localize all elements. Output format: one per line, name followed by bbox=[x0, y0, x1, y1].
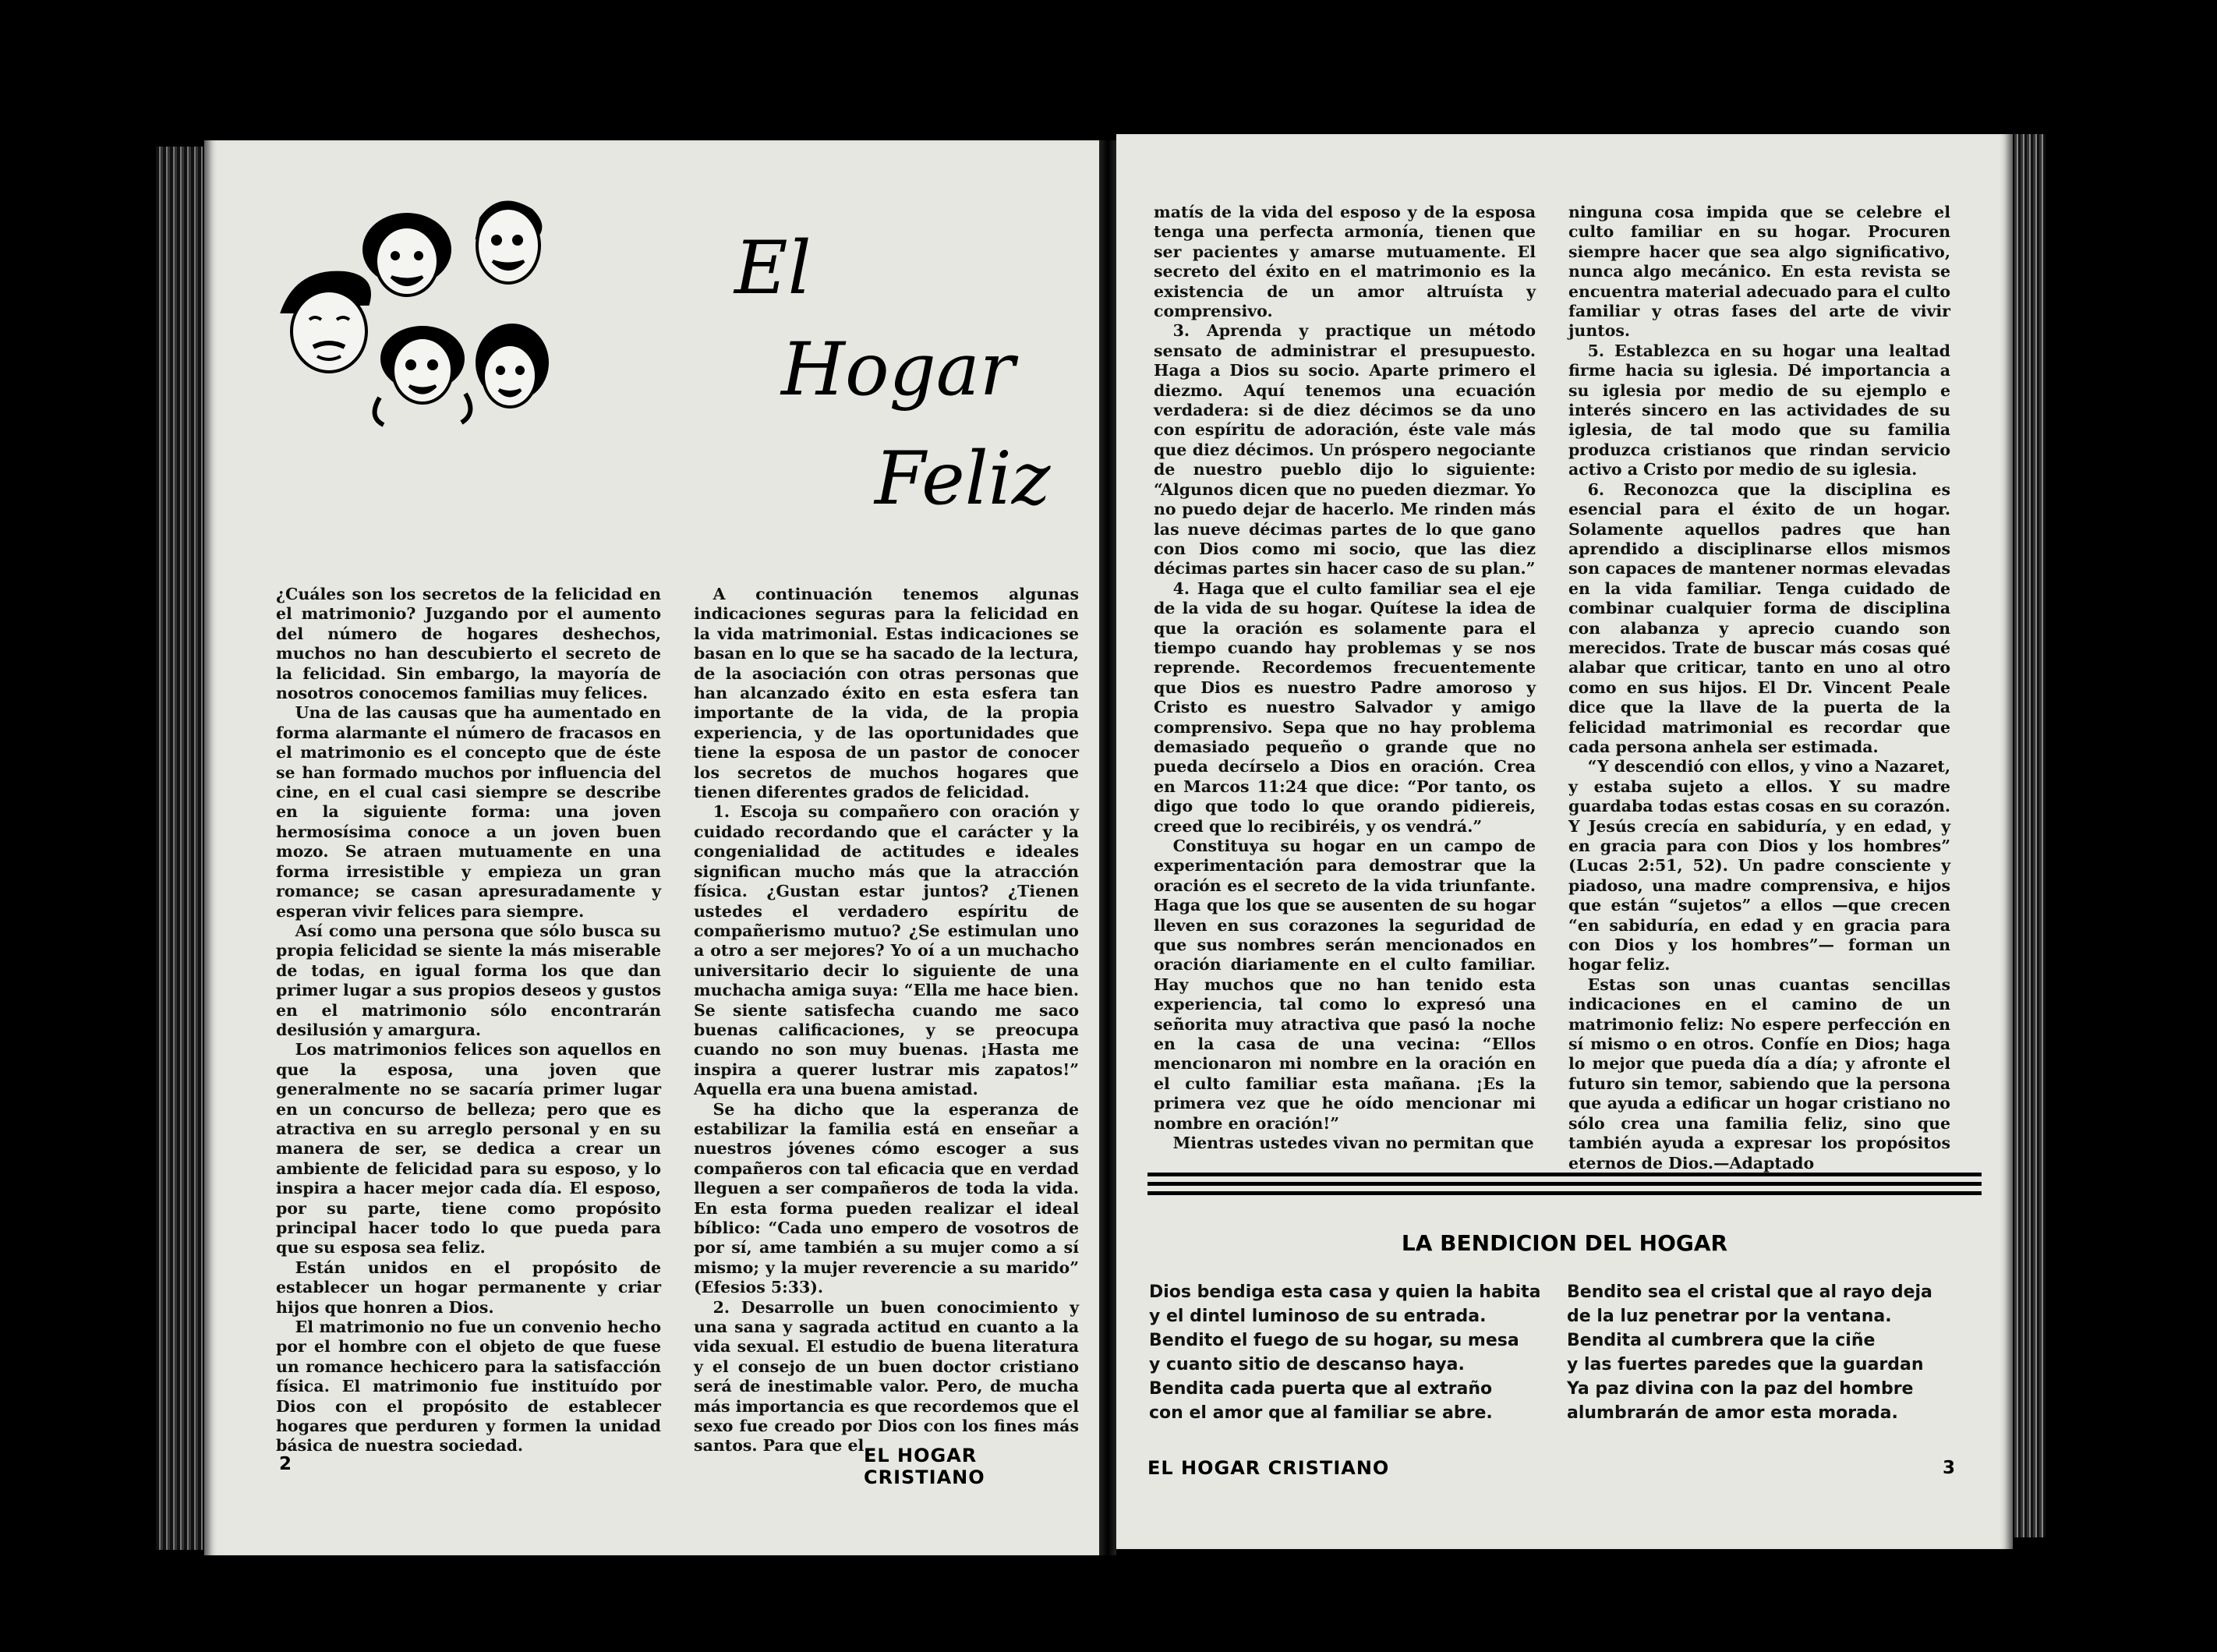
divider-rule bbox=[1147, 1173, 1982, 1176]
paragraph: matís de la vida del esposo y de la esposa tenga una perfecta armonía, tienen que ser pacientes y amarse mutuamente. El secreto del éxito en el matrimonio es la existencia de un amor altruísta y comprensivo. bbox=[1154, 203, 1536, 321]
paragraph: Así como una persona que sólo busca su propia felicidad se siente la más miserable de todas, en igual forma los que dan primer lugar a sus propios deseos y gustos en el matrimonio sólo encontrarán desilusión y amargura. bbox=[276, 921, 661, 1039]
poem-stanza-right bbox=[1567, 1280, 1932, 1425]
paragraph: Constituya su hogar en un campo de experimentación para demostrar que la oración es el secreto de la vida triunfante. Haga que los que se ausenten de su hogar lleven en sus corazones la seguridad de que sus nombres serán mencionados en oración diariamente en el culto familiar. Hay muchos que no han tenido esta experiencia, tal como lo expresó una señorita muy atractiva que pasó la noche en la casa de una vecina: “Ellos mencionaron mi nombre en la oración en el culto familiar esta mañana. ¡Es la primera vez que he oído mencionar mi nombre en oración!” bbox=[1154, 837, 1536, 1133]
mother-face bbox=[364, 214, 450, 295]
poem-line: y cuanto sitio de descanso haya. bbox=[1149, 1355, 1465, 1374]
page-number: 3 bbox=[1943, 1458, 1956, 1478]
poem-line: de la luz penetrar por la ventana. bbox=[1567, 1307, 1892, 1326]
paragraph: Se ha dicho que la esperanza de estabilizar la familia está en enseñar a nuestros jóvenes cómo escoger a sus compañeros con tal eficacia que en verdad lleguen a ser compañeros de toda la vida. En esta forma pueden realizar el ideal bíblico: “Cada uno empero de vosotros de por sí, ame también a su mujer como a sí mismo; y la mujer reverencie a su marido” (Efesios 5:33). bbox=[694, 1099, 1079, 1297]
book-edge-left bbox=[156, 147, 203, 1550]
paragraph: 4. Haga que el culto familiar sea el eje de la vida de su hogar. Quítese la idea de que la oración es solamente para el tiempo cuando hay problemas y se nos reprende. Recordemos frecuentemente que Dios es nuestro Padre amoroso y Cristo es nuestro Salvador y amigo comprensivo. Sepa que no hay problema demasiado pequeño o grande que no pueda decírselo a Dios en oración. Crea en Marcos 11:24 que dice: “Por tanto, os digo que todo lo que orando pidiereis, creed que lo recibiréis, y os vendrá.” bbox=[1154, 578, 1536, 836]
poem-line: Ya paz divina con la paz del hombre bbox=[1567, 1379, 1914, 1399]
poem-line: con el amor que al familiar se abre. bbox=[1149, 1403, 1493, 1423]
divider-rule bbox=[1147, 1182, 1982, 1186]
book-gutter bbox=[1099, 140, 1116, 1555]
girl-face bbox=[477, 325, 547, 407]
article-column-3 bbox=[1154, 203, 1536, 1154]
title-word-feliz: Feliz bbox=[875, 437, 1051, 522]
magazine-name: EL HOGAR CRISTIANO bbox=[1147, 1457, 1390, 1479]
father-face bbox=[282, 273, 370, 372]
son-face bbox=[477, 203, 540, 283]
daughter-face bbox=[375, 327, 471, 425]
paragraph: Mientras ustedes vivan no permitan que bbox=[1172, 1134, 1534, 1153]
paragraph: “Y descendió con ellos, y vino a Nazaret, y estaba sujeto a ellos. Y su madre guardaba todas estas cosas en su corazón. Y Jesús crecía en sabiduría, y en edad, y en gracia para con Dios y los hombres” (Lucas 2:51, 52). Un padre consciente y piadoso, una madre comprensiva, e hijos que están “sujetos” a ellos —que crecen “en sabiduría, en edad y en gracia para con Dios y los hombres”— forman un hogar feliz. bbox=[1568, 757, 1950, 975]
title-word-el: El bbox=[734, 226, 811, 311]
paragraph: Están unidos en el propósito de establecer un hogar permanente y criar hijos que honren a Dios. bbox=[276, 1258, 661, 1317]
poem-line: y el dintel luminoso de su entrada. bbox=[1149, 1307, 1487, 1326]
paragraph: ninguna cosa impida que se celebre el culto familiar en su hogar. Procuren siempre hacer que sea algo significativo, nunca algo mecánico. En esta revista se encuentra material adecuado para el culto familiar y otras fases del arte de vivir juntos. bbox=[1568, 203, 1950, 341]
paragraph: 3. Aprenda y practique un método sensato de administrar el presupuesto. Haga a Dios su socio. Aparte primero el diezmo. Aquí tenemos una ecuación verdadera: si de diez décimos se da uno con espíritu de adoración, éste vale más que diez décimos. Un próspero negociante de nuestro pueblo dijo lo siguiente: “Algunos dicen que no pueden diezmar. Yo no puedo dejar de hacerlo. Me rinden más las nueve décimas partes de lo que gano con Dios como mi socio, que las diez décimas partes sin hacer caso de su plan.” bbox=[1154, 321, 1536, 578]
article-column-2 bbox=[694, 585, 1079, 1456]
paragraph: 6. Reconozca que la disciplina es esencial para el éxito de un hogar. Solamente aquellos padres que han aprendido a disciplinarse ellos mismos son capaces de mantener normas elevadas en la vida familiar. Tenga cuidado de combinar cualquier forma de disciplina con alabanza y aprecio cuando son merecidos. Trate de buscar más cosas qué alabar que criticar, tanto en uno al otro como en sus hijos. El Dr. Vincent Peale dice que la llave de la puerta de la felicidad matrimonial es recordar que cada persona anhela ser estimada. bbox=[1568, 479, 1950, 756]
paragraph: Estas son unas cuantas sencillas indicaciones en el camino de un matrimonio feliz: No espere perfección en sí mismo o en otros. Confíe en Dios; haga lo mejor que pueda día a día; y afronte el futuro sin temor, sabiendo que la persona que ayuda a edificar un hogar cristiano no sólo crea una familia feliz, sino que también ayuda a expresar los propósitos eternos de Dios.—Adaptado bbox=[1568, 975, 1950, 1173]
book-edge-right bbox=[2014, 134, 2046, 1537]
page-number: 2 bbox=[279, 1454, 292, 1474]
poem-stanza-left bbox=[1149, 1280, 1540, 1425]
paragraph: El matrimonio no fue un convenio hecho por el hombre con el objeto de que fuese un romance hechicero para la satisfacción física. El matrimonio fue instituído por Dios con el propósito de establecer hogares que perduren y formen la unidad básica de nuestra sociedad. bbox=[276, 1318, 661, 1456]
poem-line: Bendita cada puerta que al extraño bbox=[1149, 1379, 1493, 1399]
paragraph: 5. Establezca en su hogar una lealtad firme hacia su iglesia. Dé importancia a su iglesia por medio de su ejemplo e interés sincero en las actividades de su iglesia, de tal modo que su familia produzca cristianos que rindan servicio activo a Cristo por medio de su iglesia. bbox=[1568, 341, 1950, 479]
poem-line: Bendito el fuego de su hogar, su mesa bbox=[1149, 1331, 1519, 1350]
paragraph: Los matrimonios felices son aquellos en que la esposa, una joven que generalmente no se sacaría primer lugar en un concurso de belleza; pero que es atractiva en su arreglo personal y en su manera de ser, se dedica a crear un ambiente de felicidad para su esposo, y lo inspira a hacer mejor cada día. El esposo, por su parte, tiene como propósito principal hacer todo lo que pueda para que su esposa sea feliz. bbox=[276, 1040, 661, 1258]
poem-line: Bendito sea el cristal que al rayo deja bbox=[1567, 1282, 1932, 1302]
magazine-name: EL HOGAR CRISTIANO bbox=[864, 1445, 985, 1488]
poem-line: alumbrarán de amor esta morada. bbox=[1567, 1403, 1898, 1423]
left-page bbox=[204, 140, 1099, 1555]
poem-line: Dios bendiga esta casa y quien la habita bbox=[1149, 1282, 1541, 1302]
paragraph: Una de las causas que ha aumentado en forma alarmante el número de fracasos en el matrimonio es el concepto que de éste se han formado muchos por influencia del cine, en el cual casi siempre se describe en la siguiente forma: una joven hermosísima conoce a un joven buen mozo. Se atraen mutuamente en una forma irresistible y empieza un gran romance; se casan apresuradamente y esperan vivir felices para siempre. bbox=[276, 703, 661, 921]
article-column-1 bbox=[276, 585, 661, 1456]
paragraph: 2. Desarrolle un buen conocimiento y una sana y sagrada actitud en cuanto a la vida sexual. El estudio de buena literatura y el consejo de un buen doctor cristiano será de inestimable valor. Pero, de mucha más importancia es que recordemos que el sexo fue creado por Dios con los fines más santos. Para que el bbox=[694, 1297, 1079, 1456]
poem-title: LA BENDICION DEL HOGAR bbox=[1401, 1230, 1728, 1256]
paragraph: A continuación tenemos algunas indicaciones seguras para la felicidad en la vida matrimonial. Estas indicaciones se basan en lo que se ha sacado de la lectura, de la asociación con otras personas que han alcanzado éxito en esta esfera tan importante de la vida, de la propia experiencia, y de las oportunidades que tiene la esposa de un pastor de conocer los secretos de muchos hogares que tienen diferentes grados de felicidad. bbox=[694, 585, 1079, 802]
divider-rule bbox=[1147, 1191, 1982, 1195]
paragraph: ¿Cuáles son los secretos de la felicidad en el matrimonio? Juzgando por el aumento del número de hogares deshechos, muchos no han descubierto el secreto de la felicidad. Sin embargo, la mayoría de nosotros conocemos familias muy felices. bbox=[276, 585, 661, 703]
right-page bbox=[1116, 134, 2013, 1549]
title-word-hogar: Hogar bbox=[781, 327, 1015, 412]
poem-line: y las fuertes paredes que la guardan bbox=[1567, 1355, 1924, 1374]
article-column-4 bbox=[1568, 203, 1950, 1173]
paragraph: 1. Escoja su compañero con oración y cuidado recordando que el carácter y la congenialidad de actitudes e ideales significan mucho más que la atracción física. ¿Gustan estar juntos? ¿Tienen ustedes el verdadero espíritu de compañerismo mutuo? ¿Se estimulan uno a otro a ser mejores? Yo oí a un muchacho universitario decir lo siguiente de una muchacha amiga suya: “Ella me hace bien. Se siente satisfecha cuando me saco buenas calificaciones, y se preocupa cuando no son muy buenas. ¡Hasta me inspira a querer lustrar mis zapatos!” Aquella era una buena amistad. bbox=[694, 802, 1079, 1099]
family-faces-illustration bbox=[267, 195, 563, 429]
poem-line: Bendita al cumbrera que la ciñe bbox=[1567, 1331, 1876, 1350]
